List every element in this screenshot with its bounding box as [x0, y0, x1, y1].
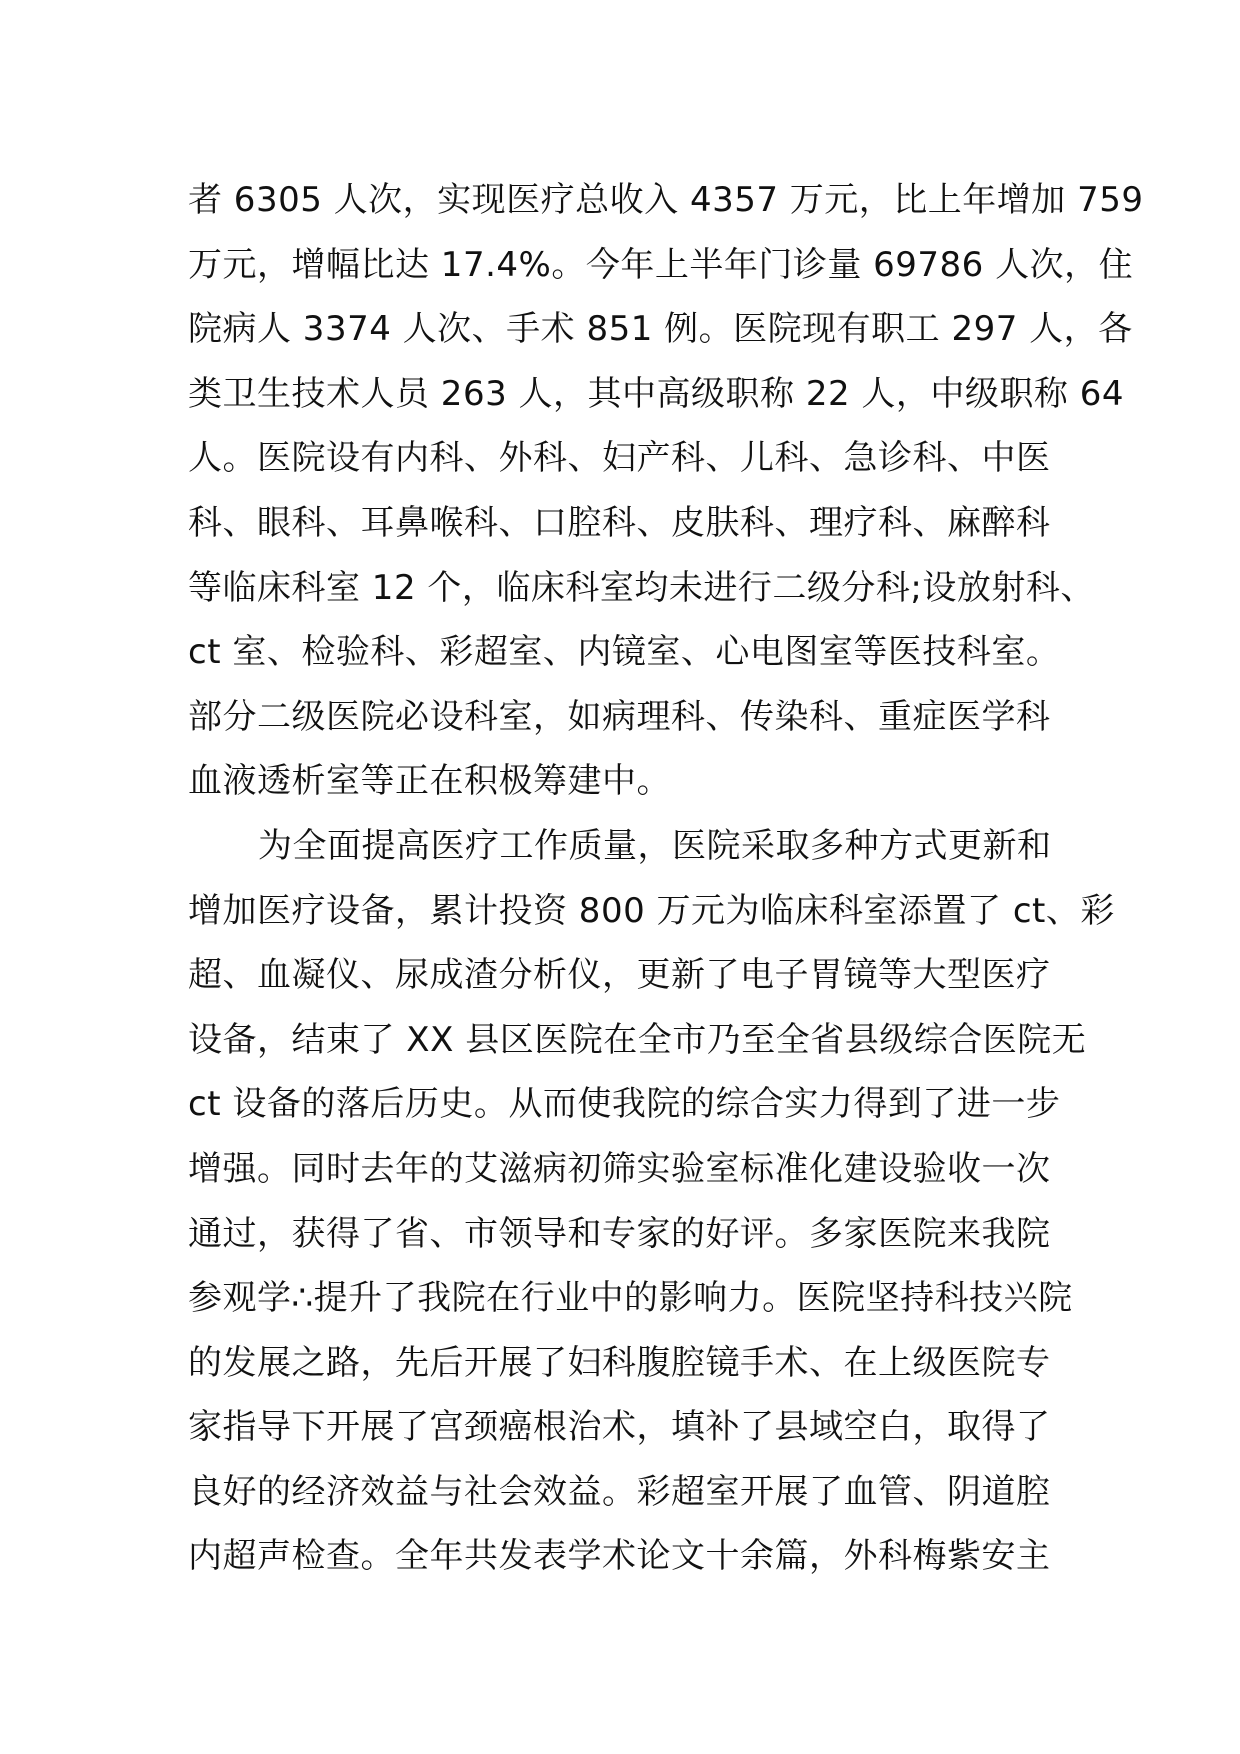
- text-line: 良好的经济效益与社会效益。彩超室开展了血管、阴道腔: [188, 1471, 1051, 1512]
- text-line: 血液透析室等正在积极筹建中。: [188, 761, 671, 802]
- text-line: 增加医疗设备，累计投资 800 万元为临床科室添置了 ct、彩: [188, 890, 1115, 931]
- text-line: 等临床科室 12 个，临床科室均未进行二级分科;设放射科、: [188, 567, 1095, 608]
- text-line: 者 6305 人次，实现医疗总收入 4357 万元，比上年增加 759: [188, 180, 1144, 220]
- text-line: 增强。同时去年的艾滋病初筛实验室标准化建设验收一次: [188, 1148, 1051, 1189]
- text-line: 内超声检查。全年共发表学术论文十余篇，外科梅紫安主: [188, 1536, 1051, 1577]
- text-line: 超、血凝仪、尿成渣分析仪，更新了电子胃镜等大型医疗: [188, 955, 1051, 996]
- text-line: 的发展之路，先后开展了妇科腹腔镜手术、在上级医院专: [188, 1342, 1051, 1383]
- text-line: 院病人 3374 人次、手术 851 例。医院现有职工 297 人，各: [188, 309, 1133, 350]
- paragraph-first-line: 为全面提高医疗工作质量，医院采取多种方式更新和: [258, 825, 1052, 866]
- text-line: 通过，获得了省、市领导和专家的好评。多家医院来我院: [188, 1213, 1051, 1254]
- text-line: 人。医院设有内科、外科、妇产科、儿科、急诊科、中医: [188, 438, 1051, 479]
- text-line: 类卫生技术人员 263 人，其中高级职称 22 人，中级职称 64: [188, 373, 1124, 414]
- text-line: ct 设备的落后历史。从而使我院的综合实力得到了进一步: [188, 1084, 1061, 1125]
- text-line: 家指导下开展了宫颈癌根治术，填补了县域空白，取得了: [188, 1407, 1051, 1448]
- text-line: 科、眼科、耳鼻喉科、口腔科、皮肤科、理疗科、麻醉科: [188, 502, 1051, 543]
- document-body: [188, 168, 1144, 1589]
- text-line: 部分二级医院必设科室，如病理科、传染科、重症医学科: [188, 696, 1051, 737]
- text-line: ct 室、检验科、彩超室、内镜室、心电图室等医技科室。: [188, 632, 1061, 673]
- text-line: 设备，结束了 XX 县区医院在全市乃至全省县级综合医院无: [188, 1019, 1087, 1060]
- text-line: 参观学∴提升了我院在行业中的影响力。医院坚持科技兴院: [188, 1278, 1073, 1319]
- text-line: 万元，增幅比达 17.4%。今年上半年门诊量 69786 人次，住: [188, 244, 1134, 285]
